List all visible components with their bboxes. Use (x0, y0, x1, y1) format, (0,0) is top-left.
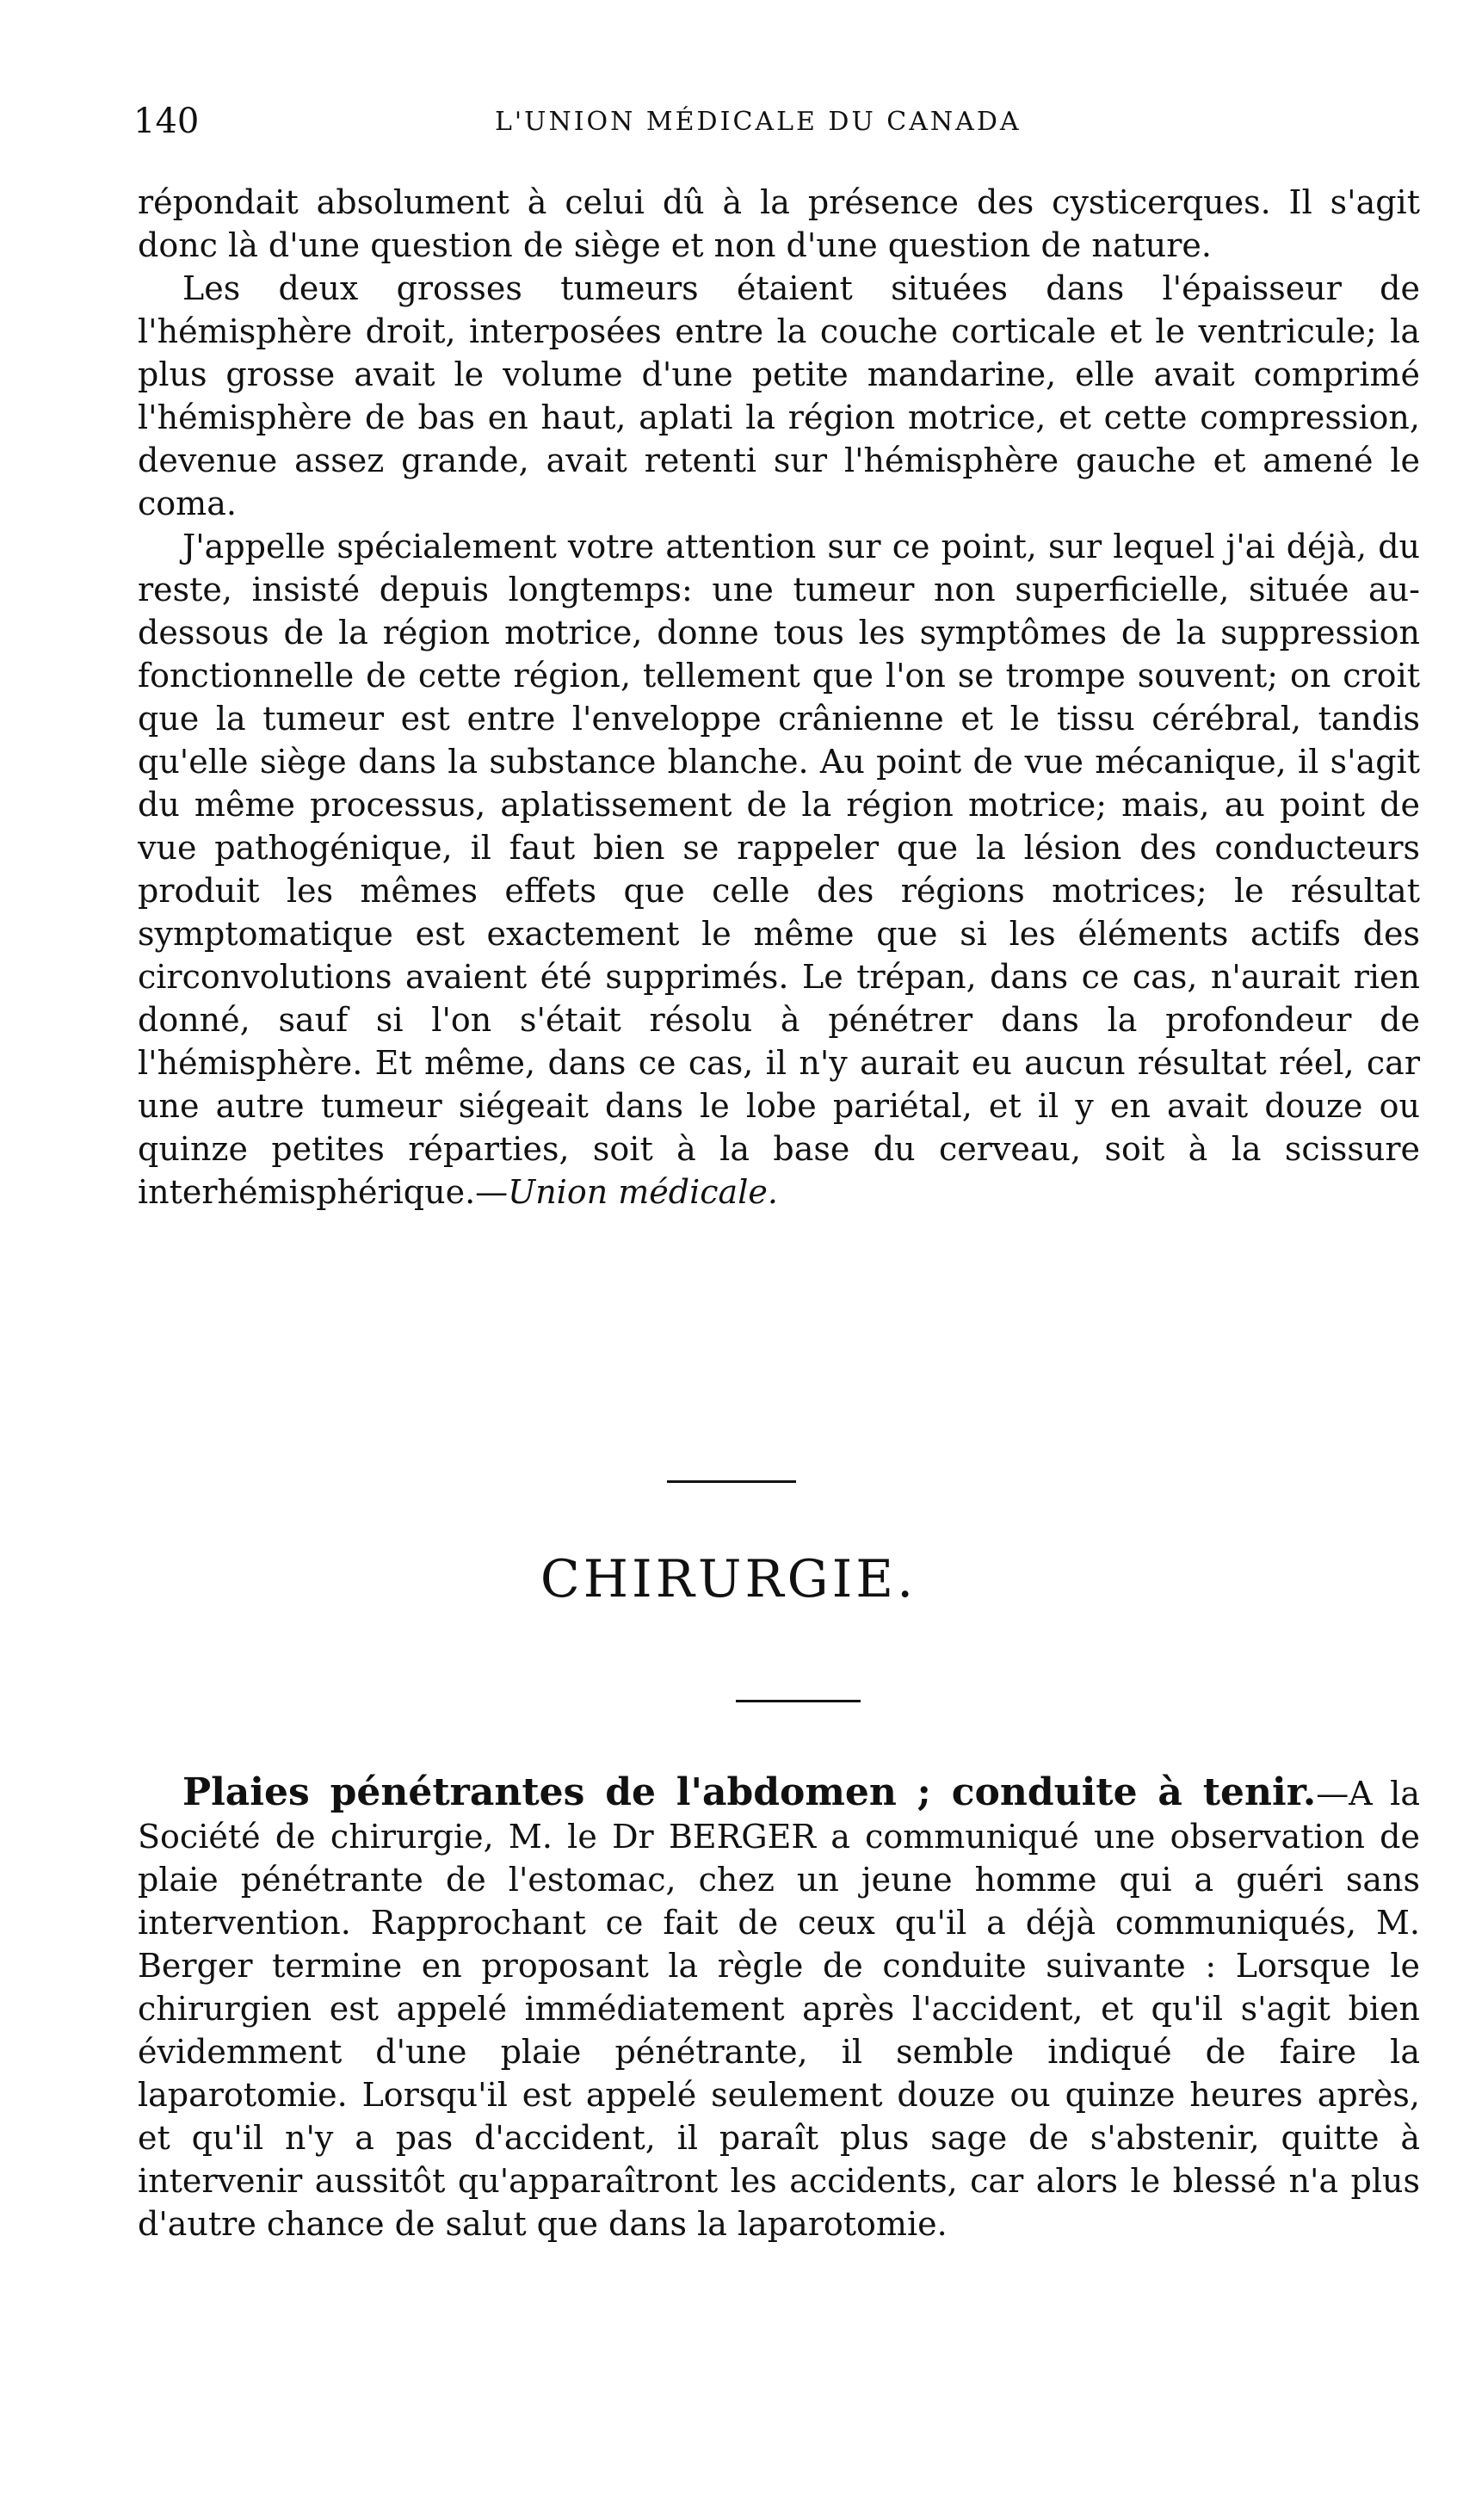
section-title: CHIRURGIE. (540, 1549, 917, 1609)
paragraph-text: J'appelle spécialement votre attention sur ce point, sur lequel j'ai déjà, du reste, insisté depuis longtemps: une tumeur non superficielle, située au-dessous de la région motrice, donne tous les symptômes de la suppression fonctionnelle de cette région, tellement que l'on se trompe souvent; on croit que la tumeur est entre l'enveloppe crânienne et le tissu cérébral, tandis qu'elle siège dans la substance blanche. Au point de vue mécanique, il s'agit du même processus, aplatissement de la région motrice; mais, au point de vue pathogénique, il faut bien se rappeler que la lésion des conducteurs produit les mêmes effets que celle des régions motrices; le résultat symptomatique est exactement le même que si les éléments actifs des circonvolutions avaient été supprimés. Le trépan, dans ce cas, n'aurait rien donné, sauf si l'on s'était résolu à pénétrer dans la profondeur de l'hémisphère. Et même, dans ce cas, il n'y aurait eu aucun résultat réel, car une autre tumeur siégeait dans le lobe pariétal, et il y en avait douze ou quinze petites réparties, soit à la base du cerveau, soit à la scissure interhémisphérique.— (138, 528, 1420, 1211)
paragraph: Les deux grosses tumeurs étaient situées dans l'épaisseur de l'hémisphère droit, interposées entre la couche corticale et le ventricule; la plus grosse avait le volume d'une petite mandarine, elle avait comprimé l'hémisphère de bas en haut, aplati la région motrice, et cette compression, devenue assez grande, avait retenti sur l'hémisphère gauche et amené le coma. (138, 269, 1420, 522)
running-title: L'UNION MÉDICALE DU CANADA (495, 107, 1022, 137)
paragraph: répondait absolument à celui dû à la présence des cysticerques. Il s'agit donc là d'une question de siège et non d'une question de nature. (138, 183, 1420, 264)
section-divider-bottom (736, 1700, 861, 1702)
source-citation: Union médicale. (508, 1173, 778, 1211)
article (138, 1771, 1420, 2245)
page-header (133, 102, 1424, 153)
continued-article (138, 181, 1420, 1214)
paragraph (138, 525, 1420, 1214)
section-divider-top (667, 1480, 796, 1483)
article-paragraph (138, 1771, 1420, 2245)
article-body: —A la Société de chirurgie, M. le Dr BERGER a communiqué une observation de plaie pénétrante de l'estomac, chez un jeune homme qui a guéri sans intervention. Rapprochant ce fait de ceux qu'il a déjà communiqués, M. Berger termine en proposant la règle de conduite suivante : Lorsque le chirurgien est appelé immédiatement après l'accident, et qu'il s'agit bien évidemment d'une plaie pénétrante, il semble indiqué de faire la laparotomie. Lorsqu'il est appelé seulement douze ou quinze heures après, et qu'il n'y a pas d'accident, il paraît plus sage de s'abstenir, quitte à intervenir aussitôt qu'apparaîtront les accidents, car alors le blessé n'a plus d'autre chance de salut que dans la laparotomie. (138, 1775, 1420, 2243)
page-number: 140 (133, 102, 200, 141)
article-title: Plaies pénétrantes de l'abdomen ; conduite à tenir. (182, 1770, 1317, 1814)
